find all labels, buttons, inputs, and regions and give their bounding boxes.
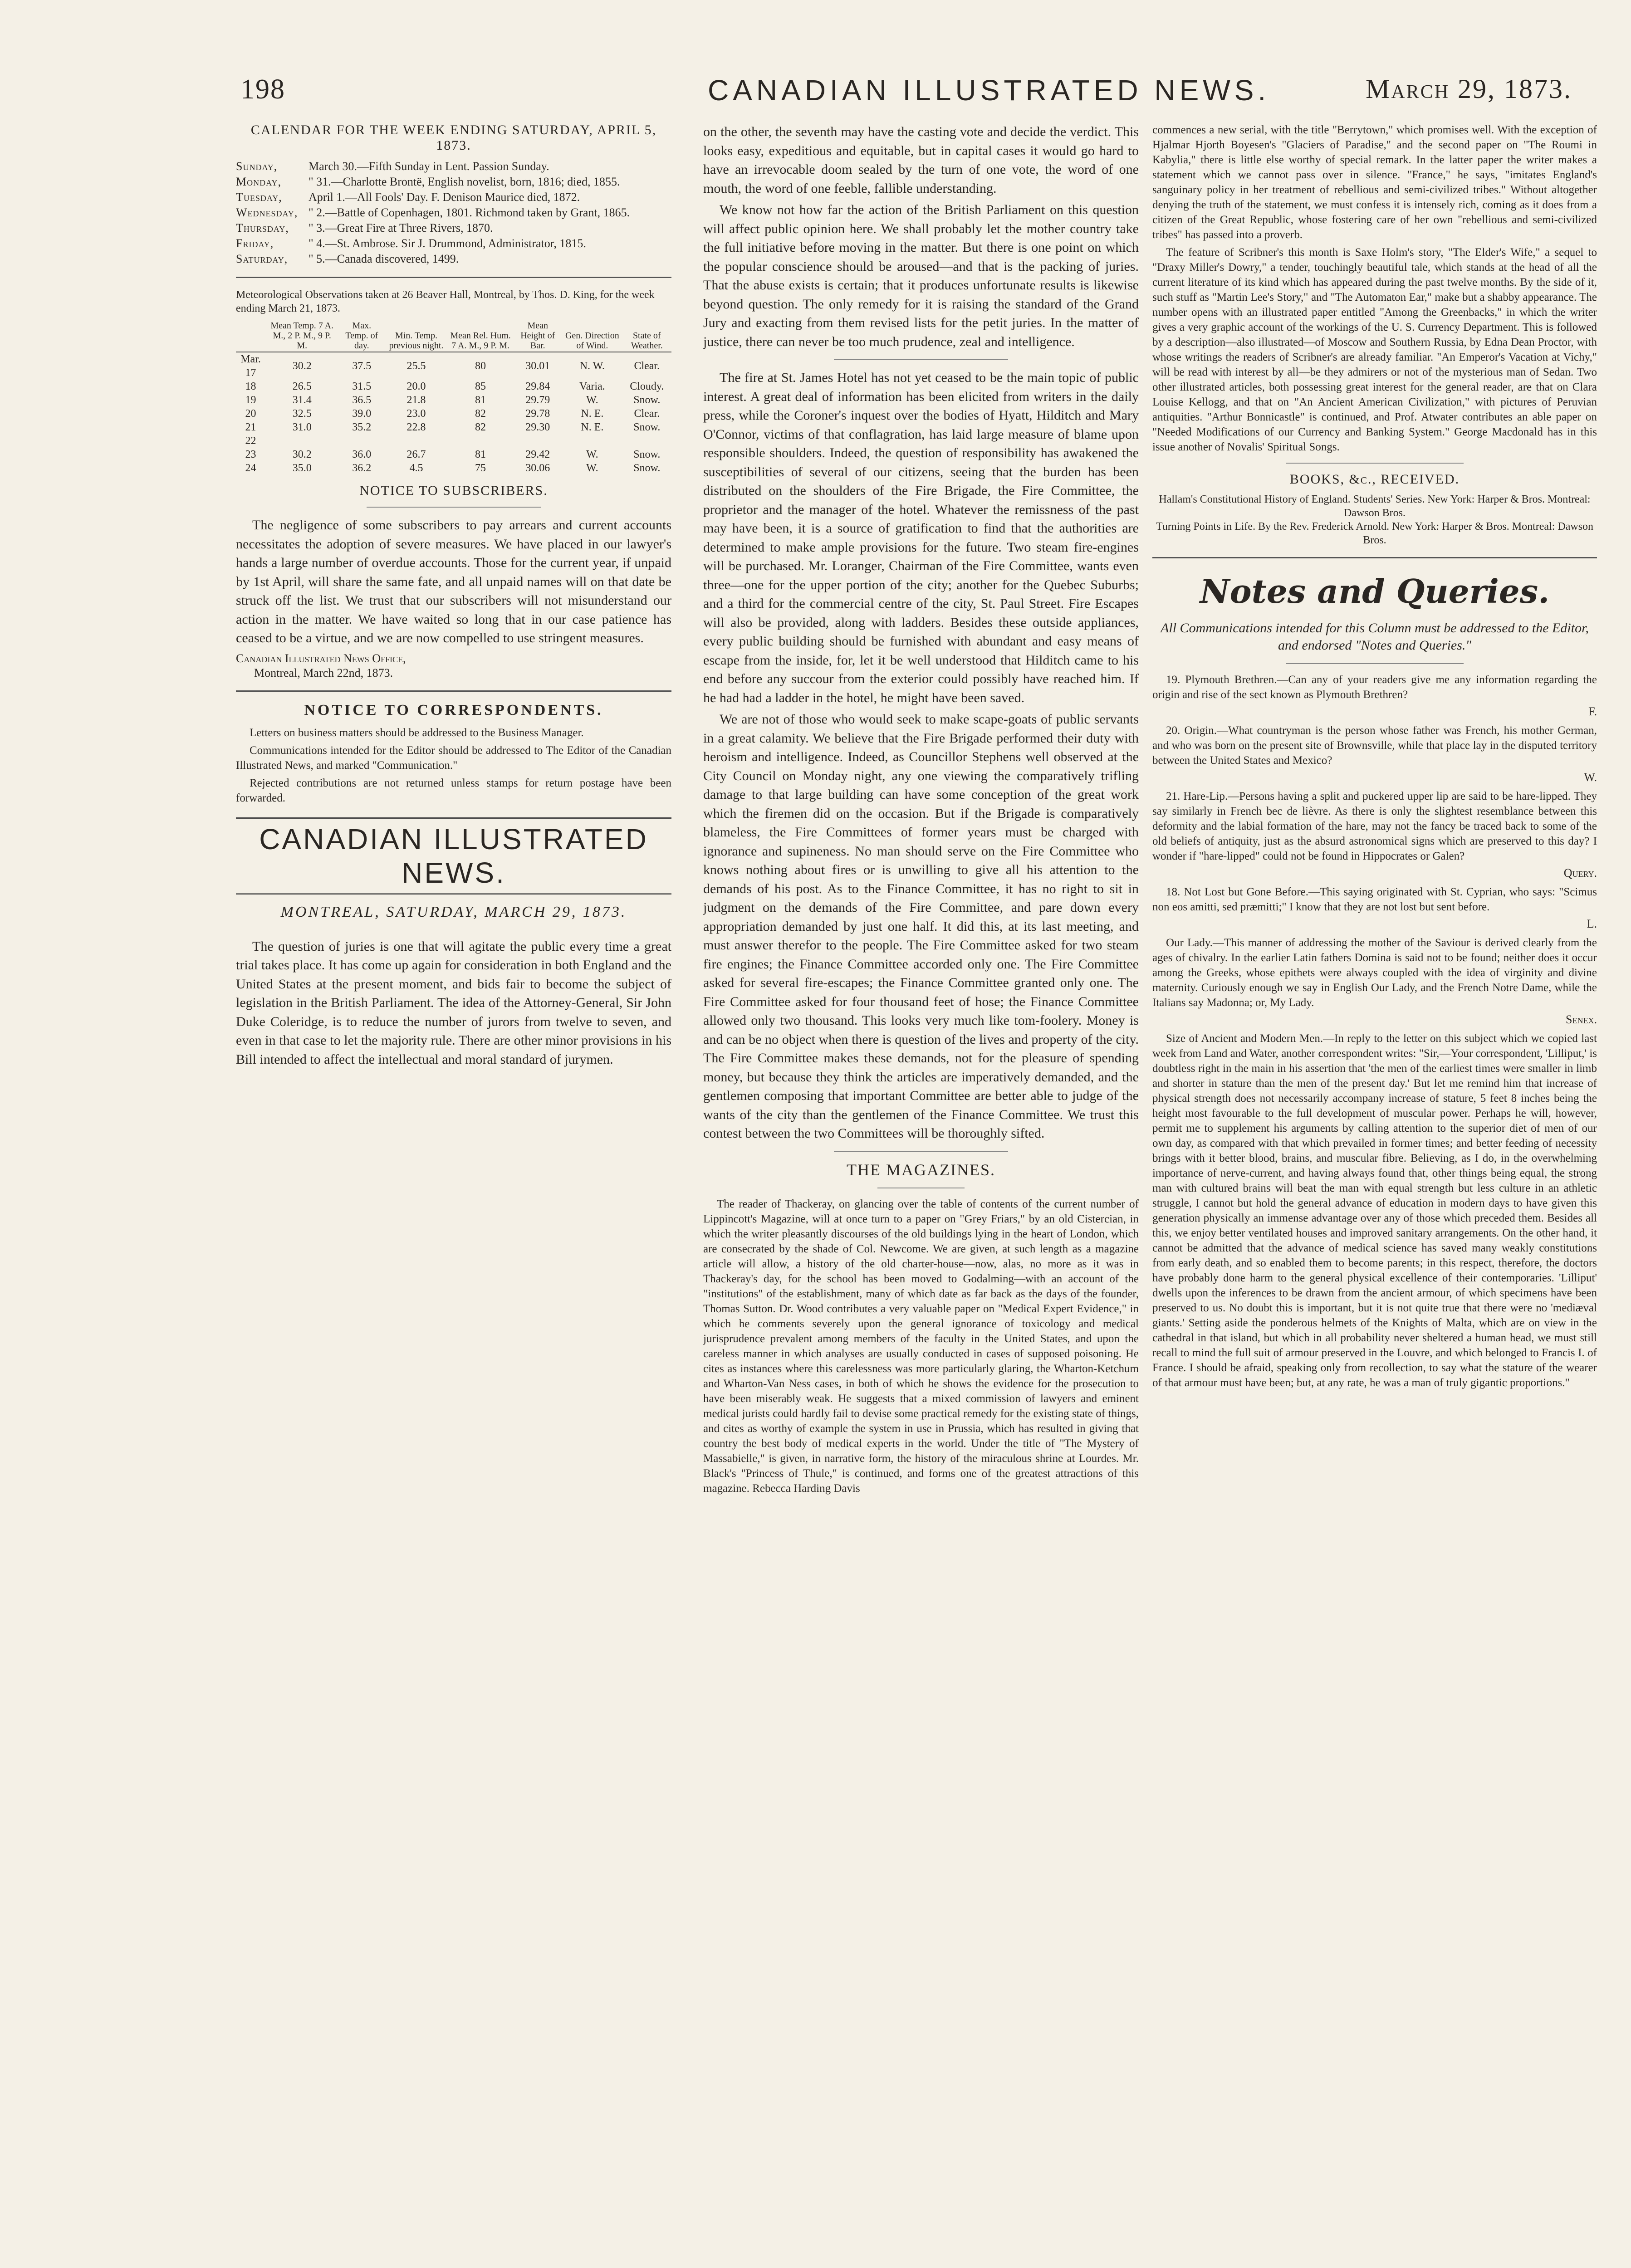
correspondents-paragraph: Letters on business matters should be addressed to the Business Manager. [250, 726, 584, 739]
divider [834, 1151, 1008, 1152]
table-cell: W. [586, 394, 598, 406]
query-signature: F. [1588, 705, 1597, 718]
table-cell: 82 [475, 408, 486, 420]
query-item: 18. Not Lost but Gone Before.—This saying originated with St. Cyprian, who says: "Scimus non eos amitti, sed præmitti;" I know that they are not lost but sent before. [1152, 886, 1597, 913]
calendar-title: CALENDAR FOR THE WEEK ENDING SATURDAY, APRIL 5, 1873. [250, 122, 657, 153]
calendar-row [236, 190, 671, 205]
table-cell: 22 [245, 435, 256, 447]
calendar-list [236, 159, 671, 267]
calendar-entry: " 2.—Battle of Copenhagen, 1801. Richmond taken by Grant, 1865. [309, 206, 630, 219]
column-header: Max. Temp. of day. [338, 320, 385, 352]
table-cell: 32.5 [292, 408, 312, 420]
editorial-paragraph: We are not of those who would seek to make scape-goats of public servants in a great calamity. We believe that the Fire Brigade performed their duty with heroism and intelligence. Indeed, as Councillor Stephens well observed at the City Council on Monday night, any one viewing the comparatively trifling damage to that large building can have some conception of the great work which the firemen did on the occasion. But if the Brigade is comparatively blameless, the Fire Committees of former years must be charged with ignorance and supineness. No man should serve on the Fire Committee who knows nothing about fires or is unwilling to give all his attention to the demands of his post. As to the Finance Committee, it has no right to sit in judgment on the demands of the Fire Committee, and pare down every appropriation demanded by just one half. It did this, at its last meeting, and must answer therefor to the people. The Fire Committee asked for two steam fire engines; the Finance Committee accorded only one. The Fire Committee asked for several fire-escapes; the Finance Committee granted only one. The Fire Committee asked for four thousand feet of hose; the Finance Committee allowed only two thousand. This looks very much like tom-foolery. Money is and can be no object when there is question of the lives and property of the city. The Fire Committee makes these demands, not for the pleasure of spending money, but because they think the articles are imperatively demanded, and the gentlemen composing that important Committee are better able to judge of the wants of the city than the gentlemen of the Finance Committee. We trust this contest between the two Committees will be thoroughly sifted. [703, 712, 1139, 1141]
table-cell: W. [586, 449, 598, 460]
calendar-row [236, 220, 671, 236]
calendar-entry: April 1.—All Fools' Day. F. Denison Maurice died, 1872. [309, 191, 580, 204]
column-left [236, 122, 671, 1071]
calendar-row [236, 205, 671, 220]
table-cell: Snow. [633, 394, 661, 406]
table-row [236, 393, 671, 407]
calendar-row [236, 236, 671, 251]
table-cell: Mar. 17 [240, 353, 261, 379]
meteorological-table [236, 320, 671, 475]
editorial-paragraph: The fire at St. James Hotel has not yet ceased to be the main topic of public interest. A great deal of information has been elicited from writers in the daily press, while the Coroner's inquest over the bodies of Hyatt, Hilditch and Mary O'Connor, victims of that conflagration, has laid large measure of blame upon responsible shoulders. Indeed, the question of responsibility has awakened the susceptibilities of several of our citizens, seeing that the burden has been distributed on the shoulders of the Fire Brigade, the Fire Committee, the proprietor and the manager of the hotel. Whatever the remissness of the past may have been, it is a source of gratification to find that the authorities are determined to make ample provisions for the future. Two steam fire-engines will be purchased. Mr. Loranger, Chairman of the Fire Committee, wants even three—one for the upper portion of the city; another for the Quebec Suburbs; and a third for the commercial centre of the city, St. Paul Street. Fire Escapes will also be provided, along with ladders. Besides these outside appliances, every public building should be furnished with abundant and easy means of escape from the inside, for, let it be well understood that Hilditch came to his end before any succour from the exterior could possibly have reached him. If he had had a ladder in the hotel, he might have been saved. [703, 370, 1139, 705]
table-cell: 29.78 [525, 408, 550, 420]
notice-signature [236, 651, 671, 680]
query-item: 19. Plymouth Brethren.—Can any of your readers give me any information regarding the origin and rise of the sect known as Plymouth Brethren? [1152, 674, 1597, 701]
table-cell: Snow. [633, 462, 661, 474]
page-number: 198 [240, 74, 285, 105]
calendar-row [236, 174, 671, 190]
table-row [236, 407, 671, 420]
table-cell: Snow. [633, 449, 661, 460]
column-header: State of Weather. [622, 320, 671, 352]
divider [1286, 463, 1464, 464]
editorial-paragraph: The question of juries is one that will agitate the public every time a great trial takes place. It has come up again for consideration in both England and the United States at the present moment, and bids fair to become the subject of legislation in the British Parliament. The idea of the Attorney-General, Sir John Duke Coleridge, is to reduce the number of jurors from twelve to seven, and even in that case to let the majority rule. There are other minor provisions in his Bill intended to affect the intellectual and moral standard of jurymen. [236, 938, 671, 1067]
table-row [236, 461, 671, 475]
table-header-row [236, 320, 671, 352]
table-cell: N. E. [581, 408, 604, 420]
table-cell: 75 [475, 462, 486, 474]
calendar-row [236, 251, 671, 267]
table-cell: 36.0 [352, 449, 372, 460]
calendar-entry: " 31.—Charlotte Brontë, English novelist, born, 1816; died, 1855. [309, 175, 620, 188]
table-cell: 36.5 [352, 394, 372, 406]
notice-subscribers-title: NOTICE TO SUBSCRIBERS. [359, 483, 548, 498]
table-cell: 20 [245, 408, 256, 420]
masthead-title: CANADIAN ILLUSTRATED NEWS. [236, 817, 671, 894]
table-cell: 20.0 [407, 381, 426, 392]
magazines-title: THE MAGAZINES. [847, 1160, 995, 1179]
magazines-paragraph: The reader of Thackeray, on glancing over the table of contents of the current number of Lippincott's Magazine, will at once turn to a paper on "Grey Friars," by an old Cistercian, in which the writer pleasantly discourses of the old buildings lying in the heart of London, which are consecrated by the shade of Col. Newcome. We are given, at such length as a magazine article will allow, a history of the old charter-house—now, alas, no more as it was in Thackeray's day, for the school has been moved to Godalming—with an account of the "institutions" of the establishment, many of which date as far back as the days of the founder, Thomas Sutton. Dr. Wood contributes a very valuable paper on "Medical Expert Evidence," in which he comments severely upon the general ignorance of toxicology and medical jurisprudence prevalent among members of the faculty in the United States, and upon the careless manner in which analyses are usually conducted in cases of supposed poisoning. He cites as instances where this carelessness was more particularly glaring, the Wharton-Ketchum and Wharton-Van Ness cases, in both of which he shows the evidence for the prosecution to have been miserably weak. He suggests that a mixed commission of lawyers and eminent medical jurists could hardly fail to devise some practical remedy for the existing state of things, and cites as worthy of example the system in use in Prussia, which has resulted in giving that country the best body of medical experts in the world. Under the title of "The Mystery of Massabielle," is given, in narrative form, the history of the miraculous shrine at Lourdes. Mr. Black's "Princess of Thule," is continued, and forms one of the greatest attractions of this magazine. Rebecca Harding Davis [703, 1198, 1139, 1495]
table-cell: 30.2 [292, 360, 312, 372]
correspondents-paragraph: Rejected contributions are not returned unless stamps for return postage have been forwarded. [236, 777, 671, 804]
table-cell: 26.7 [407, 449, 426, 460]
table-cell: 81 [475, 449, 486, 460]
table-cell: 22.8 [407, 421, 426, 433]
notes-queries-title: Notes and Queries. [1200, 572, 1550, 611]
book-entry: Hallam's Constitutional History of England. Students' Series. New York: Harper & Bros. Montreal: Dawson Bros. [1159, 494, 1591, 519]
book-entry: Turning Points in Life. By the Rev. Frederick Arnold. New York: Harper & Bros. Montreal: Dawson Bros. [1156, 521, 1594, 546]
table-cell: 4.5 [409, 462, 423, 474]
masthead-dateline: MONTREAL, SATURDAY, MARCH 29, 1873. [280, 903, 627, 920]
query-item: Size of Ancient and Modern Men.—In reply to the letter on this subject which we copied last week from Land and Water, another correspondent writes: "Sir,—Your correspondent, 'Lilliput,' is doubtless right in the main in his assertion that 'the men of the earliest times were smaller in limb and shorter in stature than the men of the present day.' But let me remind him that increase of physical strength does not necessarily accompany increase of stature, 5 feet 8 inches being the height most favourable to the full development of muscular power. Perhaps he will, however, permit me to supplement his arguments by calling attention to the superior diet of men of our own day, as compared with that which prevailed in former times; and better feeding of necessity brings with it better blood, brains, and muscular fibre. Believing, as I do, in the overwhelming importance of nerve-current, and having always found that, other things being equal, the strong man with cultured brains will beat the man with equal strength but less culture in an athletic struggle, I cannot but hold the general advance of education in modern days to have given this generation physically an immense advantage over any of those which preceded them. Besides all this, we enjoy better ventilated houses and improved sanitary arrangements. On the other hand, it cannot be admitted that the advance of medical science has saved many weakly constitutions from early death, and so enabled them to become parents; in this respect, therefore, the doctors have probably done harm to the general physical excellence of their contemporaries. 'Lilliput' dwells upon the inferences to be drawn from the ancient armour, of which specimens have been preserved to us. No doubt this is important, but it is not quite true that there were no 'mediæval giants.' Setting aside the ponderous helmets of the Knights of Malta, which are on view in the cathedral in that island, but which in all probability never sheltered a human head, we must still recall to mind the full suit of armour preserved in the Louvre, and which belonged to Francis I. of France. I should be afraid, speaking only from recollection, to say what the stature of the wearer of that armour must have been; but, at any rate, he was a man of truly gigantic proportions." [1152, 1032, 1597, 1389]
calendar-day: Friday, [236, 237, 274, 250]
magazines-paragraph: The feature of Scribner's this month is Saxe Holm's story, "The Elder's Wife," a sequel to "Draxy Miller's Dowry," a tender, touchingly beautiful tale, which stands at the head of all the current literature of its kind which has appeared during the past twelve months. By the side of it, such stuff as "Martin Lee's Story," and "The Automaton Ear," make but a shabby appearance. The number opens with an illustrated paper entitled "Among the Greenbacks," in which the writer gives a very graphic account of the workings of the U. S. Currency Department. This is followed by a description—also illustrated—of Moscow and Southern Russia, by Edna Dean Proctor, with whose writings the readers of Scribner's are already familiar. "An Emperor's Vacation at Vichy," will be read with interest by all—be they admirers or not of the mysterious man of Sedan. Two other illustrated articles, both possessing great interest for the general reader, are that on Clara Louise Kellogg, and that on "An Ancient American Civilization," with pictures of Peruvian antiquities. "Arthur Bonnicastle" is continued, and Prof. Atwater contributes an able paper on "Needed Modifications of our Currency and Banking System." George Macdonald has in this issue another of Novalis' Spiritual Songs. [1152, 246, 1597, 453]
divider [236, 277, 671, 278]
table-cell: 85 [475, 381, 486, 392]
table-cell: 21 [245, 421, 256, 433]
table-cell: 81 [475, 394, 486, 406]
table-cell [338, 434, 385, 448]
table-cell: 19 [245, 394, 256, 406]
column-header: Min. Temp. previous night. [385, 320, 448, 352]
magazines-paragraph: commences a new serial, with the title "Berrytown," which promises well. With the exception of Hjalmar Hjorth Boyesen's "Glaciers of Paradise," and the second paper on "The Roumi in Kabylia," there is little else worthy of special remark. In the latter paper the writer makes a statement which we cannot pass over in silence. "France," he says, "imitates England's sanguinary policy in her treatment of rebellious and semi-civilized tribes." Without altogether denying the truth of the statement, we must confess it is intensely rich, coming as it does from a citizen of the Great Republic, whose fostering care of her own "rebellious and semi-civilized tribes" has passed into a proverb. [1152, 124, 1597, 241]
divider [367, 507, 541, 508]
table-cell: W. [586, 462, 598, 474]
column-header [236, 320, 265, 352]
calendar-row [236, 159, 671, 174]
table-cell: 23 [245, 449, 256, 460]
table-cell: Clear. [634, 360, 660, 372]
table-cell: 24 [245, 462, 256, 474]
table-row [236, 420, 671, 434]
table-cell: 82 [475, 421, 486, 433]
calendar-day: Sunday, [236, 160, 278, 173]
running-title: CANADIAN ILLUSTRATED NEWS. [708, 74, 1270, 107]
table-cell [448, 434, 514, 448]
table-cell: 23.0 [407, 408, 426, 420]
table-cell: 37.5 [352, 360, 372, 372]
calendar-entry: " 3.—Great Fire at Three Rivers, 1870. [309, 221, 493, 235]
calendar-entry: " 4.—St. Ambrose. Sir J. Drummond, Administrator, 1815. [309, 237, 586, 250]
table-cell: 29.79 [525, 394, 550, 406]
calendar-day: Monday, [236, 175, 281, 188]
notes-queries-subtitle: All Communications intended for this Column must be addressed to the Editor, and endorsed "Notes and Queries." [1161, 621, 1589, 653]
table-cell: 26.5 [292, 381, 312, 392]
table-cell: 29.84 [525, 381, 550, 392]
table-cell: Varia. [579, 381, 605, 392]
column-header: Mean Temp. 7 A. M., 2 P. M., 9 P. M. [265, 320, 338, 352]
table-cell: Clear. [634, 408, 660, 420]
notice-signature-date: Montreal, March 22nd, 1873. [254, 666, 393, 679]
table-cell: 39.0 [352, 408, 372, 420]
table-row [236, 448, 671, 461]
column-header: Mean Height of Bar. [513, 320, 562, 352]
calendar-entry: " 5.—Canada discovered, 1499. [309, 252, 459, 265]
query-item: 20. Origin.—What countryman is the person whose father was French, his mother German, and who was born on the present site of Brownsville, while that place lay in the disputed territory between the United States and Mexico? [1152, 724, 1597, 767]
editorial-paragraph: on the other, the seventh may have the casting vote and decide the verdict. This looks easy, expeditious and equitable, but in capital cases it would go hard to have an irrevocable doom sealed by the turn of one vote, the word of one mouth, the word of one feeble, fallible understanding. [703, 124, 1139, 196]
table-cell [562, 434, 622, 448]
table-cell: Snow. [633, 421, 661, 433]
calendar-day: Wednesday, [236, 206, 298, 219]
divider [236, 690, 671, 692]
table-cell: Cloudy. [630, 381, 664, 392]
books-title: BOOKS, &c., RECEIVED. [1289, 472, 1460, 487]
table-cell: N. E. [581, 421, 604, 433]
table-cell: 18 [245, 381, 256, 392]
table-cell: 29.30 [525, 421, 550, 433]
table-cell [513, 434, 562, 448]
table-cell: 30.06 [525, 462, 550, 474]
notice-signature-office: Canadian Illustrated News Office, [236, 651, 406, 665]
column-right [1152, 122, 1597, 1393]
table-cell: 36.2 [352, 462, 372, 474]
issue-date: March 29, 1873. [1366, 74, 1572, 104]
table-cell: 25.5 [407, 360, 426, 372]
query-signature: Query. [1563, 866, 1597, 880]
divider [1286, 663, 1464, 664]
table-cell: 31.4 [292, 394, 312, 406]
correspondents-paragraph: Communications intended for the Editor should be addressed to The Editor of the Canadian Illustrated News, and marked "Communication." [236, 744, 671, 772]
table-cell: 31.5 [352, 381, 372, 392]
calendar-day: Tuesday, [236, 191, 282, 204]
notice-subscribers-body: The negligence of some subscribers to pay arrears and current accounts necessitates the adoption of severe measures. We have placed in our lawyer's hands a large number of overdue accounts. Those for the current year, if unpaid by 1st April, will share the same fate, and all unpaid names will on that date be struck off the list. We trust that our subscribers will not misunderstand our action in the matter. We have waited so long that in our case patience has ceased to be a virtue, and we are now compelled to use stringent measures. [236, 518, 671, 645]
table-row [236, 352, 671, 380]
calendar-day: Thursday, [236, 221, 289, 235]
table-row [236, 434, 671, 448]
table-cell: 21.8 [407, 394, 426, 406]
table-cell: 29.42 [525, 449, 550, 460]
table-cell: 35.2 [352, 421, 372, 433]
notice-correspondents-title: NOTICE TO CORRESPONDENTS. [304, 701, 603, 719]
divider [1152, 557, 1597, 558]
table-cell: 80 [475, 360, 486, 372]
table-row [236, 380, 671, 393]
query-signature: W. [1584, 771, 1597, 784]
calendar-entry: March 30.—Fifth Sunday in Lent. Passion Sunday. [309, 160, 549, 173]
table-cell [265, 434, 338, 448]
calendar-day: Saturday, [236, 252, 288, 265]
table-cell: 30.2 [292, 449, 312, 460]
query-signature: Senex. [1566, 1013, 1597, 1026]
table-cell: 35.0 [292, 462, 312, 474]
table-cell [622, 434, 671, 448]
column-header: Gen. Direction of Wind. [562, 320, 622, 352]
divider [834, 359, 1008, 360]
column-middle [703, 122, 1139, 1499]
table-cell [385, 434, 448, 448]
editorial-paragraph: We know not how far the action of the British Parliament on this question will affect public opinion here. We shall probably let the mother country take the full initiative before moving in the matter. But there is one point on which the popular conscience should be aroused—and that is the packing of juries. That the abuse exists is certain; that it produces unfortunate results is likewise beyond question. The only remedy for it is raising the standard of the Grand Jury and exacting from them revised lists for the petit juries. In the matter of justice, there can never be too much prudence, zeal and intelligence. [703, 202, 1139, 349]
meteorological-heading: Meteorological Observations taken at 26 Beaver Hall, Montreal, by Thos. D. King, for the week ending March 21, 1873. [236, 289, 655, 314]
table-cell: N. W. [579, 360, 605, 372]
table-cell: 30.01 [525, 360, 550, 372]
table-cell: 31.0 [292, 421, 312, 433]
books-list [1152, 493, 1597, 547]
query-item: Our Lady.—This manner of addressing the mother of the Saviour is derived clearly from the ages of chivalry. In the earlier Latin fathers Domina is said not to be found; neither does it occur among the Greeks, whose epithets were always coupled with the idea of virginity and divine maternity. Curiously enough we say in English Our Lady, and the French Notre Dame, while the Italians say Madonna; or, My Lady. [1152, 937, 1597, 1009]
column-header: Mean Rel. Hum. 7 A. M., 9 P. M. [448, 320, 514, 352]
query-item: 21. Hare-Lip.—Persons having a split and puckered upper lip are said to be hare-lipped. They say similarly in French bec de lièvre. As there is only the slightest resemblance between this deformity and the labial formation of the hare, may not the fancy be traced back to some of the old beliefs of antiquity, just as the absurd astronomical signs which are preserved to this day? I wonder if "hare-lipped" could not be found in Hippocrates or Galen? [1152, 790, 1597, 862]
query-signature: L. [1587, 917, 1597, 930]
